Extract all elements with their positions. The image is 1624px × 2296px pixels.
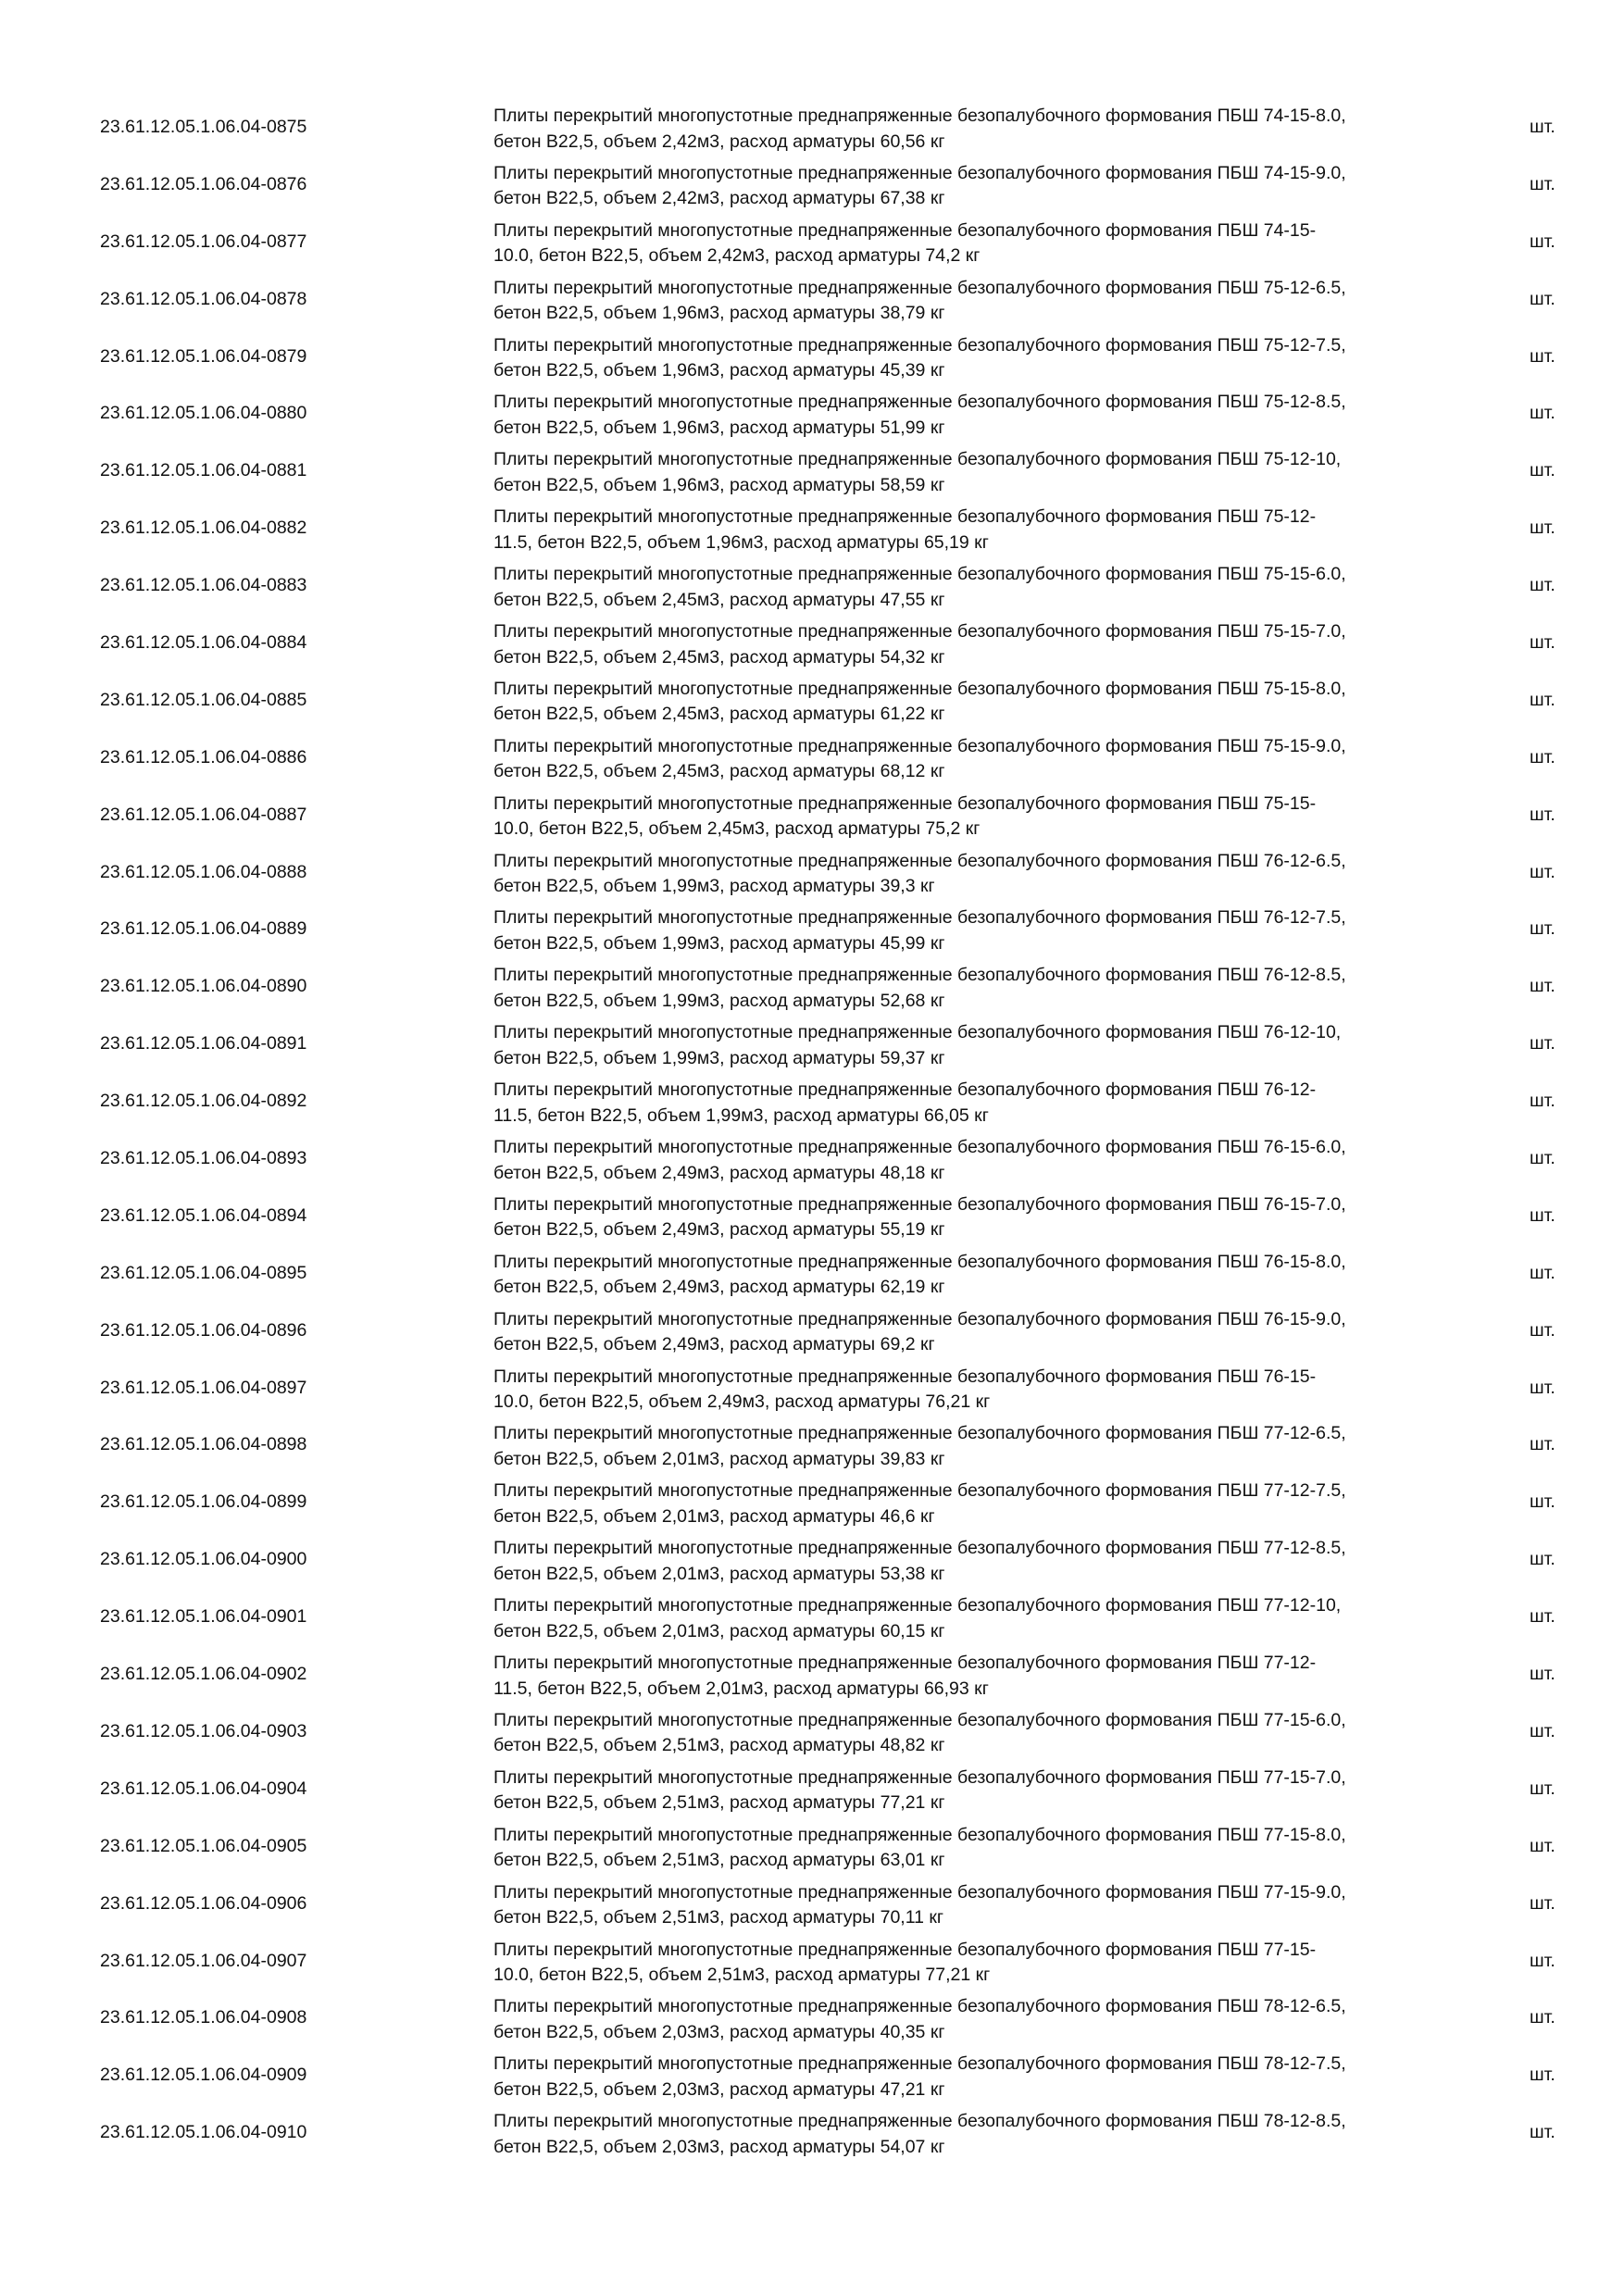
- table-row: [0, 901, 1624, 958]
- description-line-1: Плиты перекрытий многопустотные преднапряженные безопалубочного формования ПБШ 77-12-7.5,: [493, 1480, 1346, 1502]
- resource-description: [493, 1994, 1466, 2045]
- resource-description: [493, 734, 1466, 785]
- resource-code: 23.61.12.05.1.06.04-0901: [100, 1606, 307, 1628]
- description-line-2: бетон В22,5, объем 2,49м3, расход арматуры 48,18 кг: [493, 1162, 945, 1183]
- table-row: [0, 1703, 1624, 1761]
- resource-description: [493, 619, 1466, 670]
- resource-code: 23.61.12.05.1.06.04-0892: [100, 1091, 307, 1112]
- description-line-2: 10.0, бетон В22,5, объем 2,45м3, расход арматуры 75,2 кг: [493, 818, 981, 840]
- table-row: [0, 844, 1624, 902]
- table-row: [0, 2047, 1624, 2104]
- resource-description: [493, 2109, 1466, 2160]
- resource-code: 23.61.12.05.1.06.04-0891: [100, 1033, 307, 1054]
- table-row: [0, 500, 1624, 557]
- table-row: [0, 672, 1624, 730]
- resource-code: 23.61.12.05.1.06.04-0880: [100, 403, 307, 424]
- unit-of-measure: шт.: [1530, 746, 1555, 767]
- table-row: [0, 615, 1624, 672]
- resource-code: 23.61.12.05.1.06.04-0887: [100, 804, 307, 825]
- resource-description: [493, 849, 1466, 900]
- table-row: [0, 1245, 1624, 1303]
- unit-of-measure: шт.: [1530, 1434, 1555, 1455]
- description-line-1: Плиты перекрытий многопустотные преднапряженные безопалубочного формования ПБШ 76-15-6.0,: [493, 1137, 1346, 1158]
- unit-of-measure: шт.: [1530, 1892, 1555, 1914]
- description-line-2: бетон В22,5, объем 2,03м3, расход арматуры 54,07 кг: [493, 2136, 945, 2157]
- description-line-1: Плиты перекрытий многопустотные преднапряженные безопалубочного формования ПБШ 75-12-6.5,: [493, 277, 1346, 298]
- table-row: [0, 329, 1624, 386]
- unit-of-measure: шт.: [1530, 575, 1555, 596]
- description-line-1: Плиты перекрытий многопустотные преднапряженные безопалубочного формования ПБШ 74-15-8.0,: [493, 106, 1346, 126]
- table-row: [0, 1876, 1624, 1933]
- description-line-2: бетон В22,5, объем 1,96м3, расход арматуры 58,59 кг: [493, 474, 945, 495]
- description-line-1: Плиты перекрытий многопустотные преднапряженные безопалубочного формования ПБШ 76-15-7.0,: [493, 1193, 1346, 1215]
- resource-description: [493, 447, 1466, 498]
- resource-code: 23.61.12.05.1.06.04-0878: [100, 288, 307, 309]
- description-line-1: Плиты перекрытий многопустотные преднапряженные безопалубочного формования ПБШ 77-15-9.0,: [493, 1881, 1346, 1903]
- unit-of-measure: шт.: [1530, 288, 1555, 309]
- resource-code: 23.61.12.05.1.06.04-0906: [100, 1892, 307, 1914]
- resource-description: [493, 1708, 1466, 1759]
- unit-of-measure: шт.: [1530, 1549, 1555, 1570]
- resource-description: [493, 792, 1466, 842]
- description-line-1: Плиты перекрытий многопустотные преднапряженные безопалубочного формования ПБШ 76-15-8.0,: [493, 1251, 1346, 1272]
- unit-of-measure: шт.: [1530, 1377, 1555, 1398]
- resource-description: [493, 677, 1466, 728]
- description-line-1: Плиты перекрытий многопустотные преднапряженные безопалубочного формования ПБШ 75-15-8.0,: [493, 678, 1346, 699]
- table-row: [0, 1474, 1624, 1531]
- resource-description: [493, 1020, 1466, 1071]
- unit-of-measure: шт.: [1530, 1835, 1555, 1856]
- resource-description: [493, 1135, 1466, 1186]
- table-row: [0, 1360, 1624, 1417]
- description-line-1: Плиты перекрытий многопустотные преднапряженные безопалубочного формования ПБШ 76-12-8.5,: [493, 965, 1346, 986]
- resource-description: [493, 1593, 1466, 1644]
- resource-code: 23.61.12.05.1.06.04-0883: [100, 575, 307, 596]
- description-line-1: Плиты перекрытий многопустотные преднапряженные безопалубочного формования ПБШ 78-12-8.5,: [493, 2111, 1346, 2132]
- unit-of-measure: шт.: [1530, 1720, 1555, 1741]
- description-line-1: Плиты перекрытий многопустотные преднапряженные безопалубочного формования ПБШ 75-15-: [493, 792, 1317, 814]
- resource-description: [493, 390, 1466, 441]
- description-line-2: бетон В22,5, объем 2,01м3, расход арматуры 53,38 кг: [493, 1563, 945, 1584]
- resource-code: 23.61.12.05.1.06.04-0905: [100, 1835, 307, 1856]
- description-line-2: бетон В22,5, объем 2,51м3, расход арматуры 48,82 кг: [493, 1735, 945, 1756]
- resource-code: 23.61.12.05.1.06.04-0902: [100, 1664, 307, 1685]
- table-row: [0, 99, 1624, 156]
- table-row: [0, 1990, 1624, 2047]
- description-line-1: Плиты перекрытий многопустотные преднапряженные безопалубочного формования ПБШ 77-12-: [493, 1653, 1317, 1674]
- description-line-1: Плиты перекрытий многопустотные преднапряженные безопалубочного формования ПБШ 77-15-6.0,: [493, 1709, 1346, 1730]
- unit-of-measure: шт.: [1530, 173, 1555, 194]
- resource-code: 23.61.12.05.1.06.04-0909: [100, 2065, 307, 2086]
- description-line-1: Плиты перекрытий многопустотные преднапряженные безопалубочного формования ПБШ 76-12-: [493, 1079, 1317, 1101]
- unit-of-measure: шт.: [1530, 2007, 1555, 2028]
- description-line-2: бетон В22,5, объем 2,51м3, расход арматуры 77,21 кг: [493, 1792, 945, 1814]
- table-row: [0, 1531, 1624, 1589]
- table-row: [0, 787, 1624, 844]
- table-row: [0, 1188, 1624, 1245]
- unit-of-measure: шт.: [1530, 2122, 1555, 2143]
- table-row: [0, 214, 1624, 271]
- resource-code: 23.61.12.05.1.06.04-0907: [100, 1950, 307, 1971]
- resource-description: [493, 218, 1466, 269]
- description-line-2: 11.5, бетон В22,5, объем 1,99м3, расход арматуры 66,05 кг: [493, 1104, 989, 1126]
- table-row: [0, 271, 1624, 329]
- table-row: [0, 2104, 1624, 2162]
- unit-of-measure: шт.: [1530, 1778, 1555, 1799]
- resource-code: 23.61.12.05.1.06.04-0900: [100, 1549, 307, 1570]
- table-row: [0, 958, 1624, 1016]
- unit-of-measure: шт.: [1530, 918, 1555, 940]
- description-line-2: 11.5, бетон В22,5, объем 1,96м3, расход арматуры 65,19 кг: [493, 531, 989, 553]
- description-line-1: Плиты перекрытий многопустотные преднапряженные безопалубочного формования ПБШ 76-15-: [493, 1366, 1317, 1387]
- resource-description: [493, 1651, 1466, 1702]
- resource-code: 23.61.12.05.1.06.04-0904: [100, 1778, 307, 1799]
- description-line-1: Плиты перекрытий многопустотные преднапряженные безопалубочного формования ПБШ 76-15-9.0,: [493, 1308, 1346, 1329]
- resource-code: 23.61.12.05.1.06.04-0896: [100, 1319, 307, 1341]
- unit-of-measure: шт.: [1530, 1319, 1555, 1341]
- resource-code: 23.61.12.05.1.06.04-0882: [100, 518, 307, 539]
- resource-code: 23.61.12.05.1.06.04-0893: [100, 1148, 307, 1169]
- resource-code: 23.61.12.05.1.06.04-0875: [100, 117, 307, 137]
- resource-code: 23.61.12.05.1.06.04-0899: [100, 1491, 307, 1513]
- table-row: [0, 557, 1624, 615]
- unit-of-measure: шт.: [1530, 117, 1555, 137]
- description-line-2: бетон В22,5, объем 2,45м3, расход арматуры 54,32 кг: [493, 646, 945, 668]
- table-row: [0, 1761, 1624, 1818]
- unit-of-measure: шт.: [1530, 1606, 1555, 1628]
- description-line-1: Плиты перекрытий многопустотные преднапряженные безопалубочного формования ПБШ 77-12-6.5,: [493, 1423, 1346, 1444]
- resource-description: [493, 905, 1466, 956]
- description-line-2: 10.0, бетон В22,5, объем 2,42м3, расход арматуры 74,2 кг: [493, 245, 981, 267]
- unit-of-measure: шт.: [1530, 689, 1555, 710]
- resource-code: 23.61.12.05.1.06.04-0884: [100, 632, 307, 654]
- description-line-1: Плиты перекрытий многопустотные преднапряженные безопалубочного формования ПБШ 77-15-: [493, 1939, 1317, 1960]
- resource-description: [493, 1536, 1466, 1587]
- unit-of-measure: шт.: [1530, 460, 1555, 481]
- resource-description: [493, 1192, 1466, 1243]
- description-line-2: бетон В22,5, объем 2,45м3, расход арматуры 47,55 кг: [493, 589, 945, 610]
- resource-description: [493, 2052, 1466, 2103]
- unit-of-measure: шт.: [1530, 632, 1555, 654]
- resource-code: 23.61.12.05.1.06.04-0908: [100, 2007, 307, 2028]
- resource-description: [493, 161, 1466, 212]
- table-row: [0, 1933, 1624, 1990]
- resource-code: 23.61.12.05.1.06.04-0888: [100, 861, 307, 882]
- unit-of-measure: шт.: [1530, 1262, 1555, 1283]
- description-line-1: Плиты перекрытий многопустотные преднапряженные безопалубочного формования ПБШ 76-12-6.5,: [493, 850, 1346, 871]
- description-line-2: бетон В22,5, объем 2,51м3, расход арматуры 63,01 кг: [493, 1850, 945, 1871]
- description-line-2: бетон В22,5, объем 1,96м3, расход арматуры 45,39 кг: [493, 360, 945, 381]
- unit-of-measure: шт.: [1530, 518, 1555, 539]
- description-line-2: бетон В22,5, объем 2,42м3, расход арматуры 60,56 кг: [493, 131, 945, 152]
- description-line-1: Плиты перекрытий многопустотные преднапряженные безопалубочного формования ПБШ 78-12-7.5,: [493, 2053, 1346, 2075]
- description-line-1: Плиты перекрытий многопустотные преднапряженные безопалубочного формования ПБШ 77-15-8.0,: [493, 1824, 1346, 1845]
- description-line-2: бетон В22,5, объем 1,96м3, расход арматуры 38,79 кг: [493, 303, 945, 324]
- resource-code: 23.61.12.05.1.06.04-0877: [100, 231, 307, 252]
- description-line-2: бетон В22,5, объем 2,49м3, расход арматуры 62,19 кг: [493, 1277, 945, 1298]
- description-line-2: бетон В22,5, объем 2,45м3, расход арматуры 61,22 кг: [493, 704, 945, 725]
- description-line-2: бетон В22,5, объем 2,03м3, расход арматуры 47,21 кг: [493, 2078, 945, 2100]
- table-row: [0, 1818, 1624, 1876]
- resource-description: [493, 1365, 1466, 1416]
- description-line-2: бетон В22,5, объем 1,99м3, расход арматуры 52,68 кг: [493, 990, 945, 1011]
- description-line-2: бетон В22,5, объем 2,51м3, расход арматуры 70,11 кг: [493, 1907, 944, 1928]
- description-line-2: бетон В22,5, объем 2,45м3, расход арматуры 68,12 кг: [493, 761, 945, 782]
- resource-code: 23.61.12.05.1.06.04-0886: [100, 746, 307, 767]
- resource-code: 23.61.12.05.1.06.04-0885: [100, 689, 307, 710]
- resource-description: [493, 1880, 1466, 1931]
- resource-description: [493, 276, 1466, 327]
- table-row: [0, 385, 1624, 443]
- description-line-2: бетон В22,5, объем 2,49м3, расход арматуры 69,2 кг: [493, 1334, 935, 1355]
- resource-description: [493, 333, 1466, 384]
- table-row: [0, 1589, 1624, 1646]
- resource-code: 23.61.12.05.1.06.04-0881: [100, 460, 307, 481]
- table-row: [0, 1303, 1624, 1360]
- table-row: [0, 1130, 1624, 1188]
- unit-of-measure: шт.: [1530, 1204, 1555, 1226]
- resource-code: 23.61.12.05.1.06.04-0897: [100, 1377, 307, 1398]
- description-line-2: бетон В22,5, объем 2,01м3, расход арматуры 60,15 кг: [493, 1620, 945, 1641]
- description-line-1: Плиты перекрытий многопустотные преднапряженные безопалубочного формования ПБШ 76-12-7.5,: [493, 907, 1346, 929]
- description-line-2: бетон В22,5, объем 1,99м3, расход арматуры 39,3 кг: [493, 876, 935, 897]
- description-line-1: Плиты перекрытий многопустотные преднапряженные безопалубочного формования ПБШ 75-12-7.5,: [493, 334, 1346, 356]
- resource-code: 23.61.12.05.1.06.04-0910: [100, 2122, 307, 2143]
- resource-description: [493, 505, 1466, 555]
- table-row: [0, 1416, 1624, 1474]
- resource-code: 23.61.12.05.1.06.04-0879: [100, 345, 307, 367]
- resource-description: [493, 1766, 1466, 1816]
- unit-of-measure: шт.: [1530, 345, 1555, 367]
- description-line-1: Плиты перекрытий многопустотные преднапряженные безопалубочного формования ПБШ 75-12-8.5,: [493, 392, 1346, 413]
- unit-of-measure: шт.: [1530, 2065, 1555, 2086]
- resource-code: 23.61.12.05.1.06.04-0889: [100, 918, 307, 940]
- description-line-1: Плиты перекрытий многопустотные преднапряженные безопалубочного формования ПБШ 78-12-6.5,: [493, 1996, 1346, 2017]
- resource-code: 23.61.12.05.1.06.04-0895: [100, 1262, 307, 1283]
- description-line-2: бетон В22,5, объем 1,96м3, расход арматуры 51,99 кг: [493, 417, 945, 438]
- unit-of-measure: шт.: [1530, 1148, 1555, 1169]
- resource-description: [493, 1307, 1466, 1358]
- description-line-1: Плиты перекрытий многопустотные преднапряженные безопалубочного формования ПБШ 75-15-6.0,: [493, 564, 1346, 585]
- description-line-2: 10.0, бетон В22,5, объем 2,51м3, расход арматуры 77,21 кг: [493, 1965, 991, 1985]
- resource-description: [493, 1250, 1466, 1301]
- resource-description: [493, 104, 1466, 155]
- resource-code: 23.61.12.05.1.06.04-0890: [100, 976, 307, 997]
- unit-of-measure: шт.: [1530, 861, 1555, 882]
- resource-description: [493, 1479, 1466, 1529]
- unit-of-measure: шт.: [1530, 1491, 1555, 1513]
- description-line-2: 11.5, бетон В22,5, объем 2,01м3, расход арматуры 66,93 кг: [493, 1678, 989, 1699]
- description-line-1: Плиты перекрытий многопустотные преднапряженные безопалубочного формования ПБШ 77-15-7.0,: [493, 1766, 1346, 1788]
- table-row: [0, 1646, 1624, 1703]
- resource-description: [493, 1421, 1466, 1472]
- resource-description: [493, 1078, 1466, 1129]
- resource-code: 23.61.12.05.1.06.04-0898: [100, 1434, 307, 1455]
- table-row: [0, 443, 1624, 500]
- resource-code: 23.61.12.05.1.06.04-0894: [100, 1204, 307, 1226]
- unit-of-measure: шт.: [1530, 1950, 1555, 1971]
- description-line-1: Плиты перекрытий многопустотные преднапряженные безопалубочного формования ПБШ 76-12-10,: [493, 1022, 1342, 1043]
- description-line-2: бетон В22,5, объем 2,42м3, расход арматуры 67,38 кг: [493, 188, 945, 209]
- description-line-2: бетон В22,5, объем 2,49м3, расход арматуры 55,19 кг: [493, 1219, 945, 1241]
- unit-of-measure: шт.: [1530, 403, 1555, 424]
- table-row: [0, 156, 1624, 214]
- description-line-2: бетон В22,5, объем 1,99м3, расход арматуры 45,99 кг: [493, 932, 945, 954]
- price-table: [0, 99, 1624, 2162]
- resource-description: [493, 562, 1466, 613]
- description-line-2: бетон В22,5, объем 1,99м3, расход арматуры 59,37 кг: [493, 1047, 945, 1068]
- resource-code: 23.61.12.05.1.06.04-0903: [100, 1720, 307, 1741]
- unit-of-measure: шт.: [1530, 1664, 1555, 1685]
- unit-of-measure: шт.: [1530, 804, 1555, 825]
- description-line-2: бетон В22,5, объем 2,03м3, расход арматуры 40,35 кг: [493, 2021, 945, 2042]
- unit-of-measure: шт.: [1530, 231, 1555, 252]
- description-line-1: Плиты перекрытий многопустотные преднапряженные безопалубочного формования ПБШ 77-12-10,: [493, 1595, 1342, 1616]
- table-row: [0, 1073, 1624, 1130]
- description-line-2: 10.0, бетон В22,5, объем 2,49м3, расход арматуры 76,21 кг: [493, 1391, 991, 1413]
- description-line-1: Плиты перекрытий многопустотные преднапряженные безопалубочного формования ПБШ 74-15-: [493, 219, 1317, 241]
- description-line-2: бетон В22,5, объем 2,01м3, расход арматуры 46,6 кг: [493, 1505, 935, 1527]
- table-row: [0, 730, 1624, 787]
- description-line-1: Плиты перекрытий многопустотные преднапряженные безопалубочного формования ПБШ 75-15-9.0,: [493, 735, 1346, 756]
- resource-code: 23.61.12.05.1.06.04-0876: [100, 173, 307, 194]
- description-line-1: Плиты перекрытий многопустотные преднапряженные безопалубочного формования ПБШ 75-12-: [493, 506, 1317, 528]
- resource-description: [493, 1823, 1466, 1874]
- description-line-1: Плиты перекрытий многопустотные преднапряженные безопалубочного формования ПБШ 74-15-9.0,: [493, 162, 1346, 183]
- unit-of-measure: шт.: [1530, 1033, 1555, 1054]
- description-line-2: бетон В22,5, объем 2,01м3, расход арматуры 39,83 кг: [493, 1448, 945, 1469]
- description-line-1: Плиты перекрытий многопустотные преднапряженные безопалубочного формования ПБШ 77-12-8.5,: [493, 1538, 1346, 1559]
- table-row: [0, 1016, 1624, 1073]
- unit-of-measure: шт.: [1530, 976, 1555, 997]
- resource-description: [493, 963, 1466, 1014]
- description-line-1: Плиты перекрытий многопустотные преднапряженные безопалубочного формования ПБШ 75-15-7.0,: [493, 621, 1346, 643]
- unit-of-measure: шт.: [1530, 1091, 1555, 1112]
- resource-description: [493, 1938, 1466, 1989]
- description-line-1: Плиты перекрытий многопустотные преднапряженные безопалубочного формования ПБШ 75-12-10,: [493, 449, 1342, 470]
